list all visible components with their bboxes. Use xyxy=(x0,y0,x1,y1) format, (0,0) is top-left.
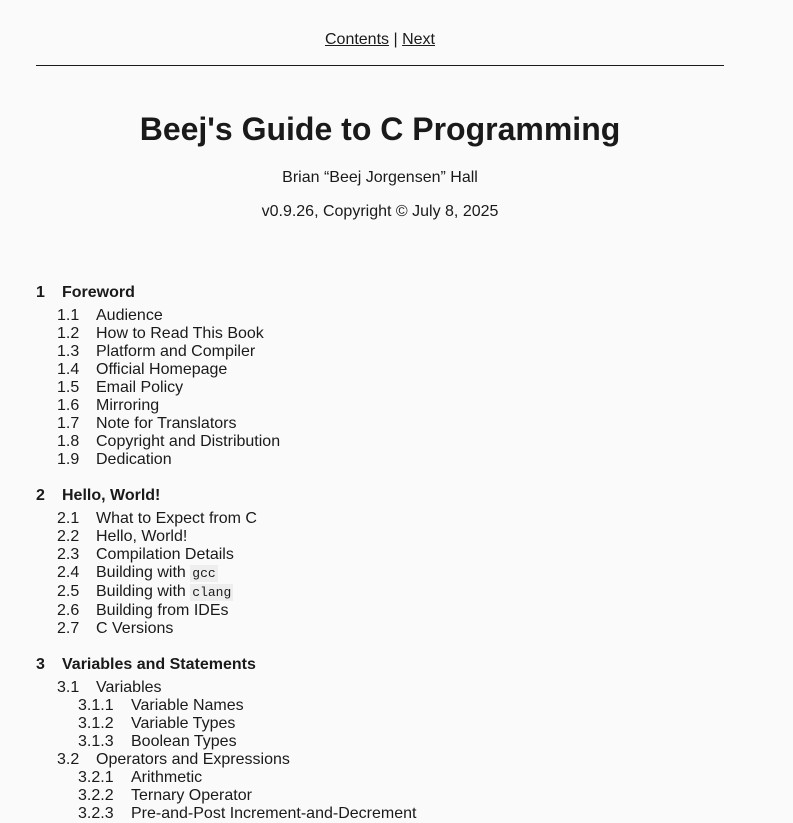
toc-subsection-3-2-1 xyxy=(36,769,756,787)
section-link[interactable]: Copyright and Distribution xyxy=(96,433,281,450)
section-number: 1.1 xyxy=(57,307,80,324)
author-line: Brian “Beej Jorgensen” Hall xyxy=(282,169,478,186)
toc-section-2-1 xyxy=(36,510,756,528)
section-number: 1.3 xyxy=(57,343,80,360)
section-link[interactable]: Email Policy xyxy=(96,379,184,396)
toc-subsection-3-1-3 xyxy=(36,733,756,751)
section-number: 3.1 xyxy=(57,679,80,696)
toc-section-1-7 xyxy=(36,415,756,433)
subsection-number: 3.2.1 xyxy=(78,769,114,786)
contents-link[interactable]: Contents xyxy=(324,31,390,48)
section-number: 2.1 xyxy=(57,510,80,527)
subsection-number: 3.2.2 xyxy=(78,787,114,804)
toc-section-1-2 xyxy=(36,325,756,343)
subsection-link[interactable]: Arithmetic xyxy=(131,769,203,786)
chapter-number: 2 xyxy=(36,487,45,504)
section-number: 1.4 xyxy=(57,361,80,378)
version-line: v0.9.26, Copyright © July 8, 2025 xyxy=(261,203,499,220)
top-navigation xyxy=(36,30,724,50)
section-link[interactable] xyxy=(96,564,218,581)
section-link[interactable] xyxy=(96,583,233,600)
code-snippet: gcc xyxy=(192,566,216,581)
section-link[interactable]: Official Homepage xyxy=(96,361,228,378)
code-snippet: clang xyxy=(192,585,232,600)
toc-section-1-9 xyxy=(36,451,756,469)
chapter-link-hello-world[interactable]: Hello, World! xyxy=(62,487,161,504)
section-number: 2.6 xyxy=(57,602,80,619)
section-number: 1.8 xyxy=(57,433,80,450)
toc-subsection-3-1-2 xyxy=(36,715,756,733)
toc-subsection-3-2-3 xyxy=(36,805,756,823)
toc-section-1-1 xyxy=(36,307,756,325)
toc-section-1-8 xyxy=(36,433,756,451)
subsection-number: 3.1.2 xyxy=(78,715,114,732)
table-of-contents xyxy=(36,284,756,823)
section-link[interactable]: Hello, World! xyxy=(96,528,188,545)
toc-section-1-6 xyxy=(36,397,756,415)
subsection-link[interactable]: Variable Types xyxy=(131,715,236,732)
chapter-number: 1 xyxy=(36,284,45,301)
section-link[interactable]: Operators and Expressions xyxy=(96,751,290,768)
section-link[interactable]: How to Read This Book xyxy=(96,325,264,342)
toc-chapter-3 xyxy=(36,656,756,823)
section-link[interactable]: Note for Translators xyxy=(96,415,237,432)
section-link-text: Building with xyxy=(96,564,186,581)
toc-section-1-3 xyxy=(36,343,756,361)
section-number: 1.2 xyxy=(57,325,80,342)
section-link[interactable]: Mirroring xyxy=(96,397,160,414)
toc-section-2-6 xyxy=(36,602,756,620)
subsection-number: 3.2.3 xyxy=(78,805,114,822)
toc-subsection-3-1-1 xyxy=(36,697,756,715)
toc-section-1-4 xyxy=(36,361,756,379)
section-link-text: Building with xyxy=(96,583,186,600)
subsection-link[interactable]: Pre-and-Post Increment-and-Decrement xyxy=(131,805,417,822)
toc-section-2-2 xyxy=(36,528,756,546)
chapter-link-variables-and-statements[interactable]: Variables and Statements xyxy=(62,656,256,673)
subsection-link[interactable]: Variable Names xyxy=(131,697,244,714)
section-number: 2.2 xyxy=(57,528,80,545)
toc-section-1-5 xyxy=(36,379,756,397)
toc-section-2-4 xyxy=(36,564,756,583)
section-link[interactable]: Variables xyxy=(96,679,162,696)
chapter-link-foreword[interactable]: Foreword xyxy=(62,284,135,301)
horizontal-rule xyxy=(36,65,724,66)
toc-section-2-3 xyxy=(36,546,756,564)
toc-section-3-2 xyxy=(36,751,756,769)
toc-chapter-heading xyxy=(36,656,756,674)
section-link[interactable]: Platform and Compiler xyxy=(96,343,256,360)
section-number: 2.3 xyxy=(57,546,80,563)
subsection-link[interactable]: Boolean Types xyxy=(131,733,237,750)
toc-section-3-1 xyxy=(36,679,756,697)
toc-chapter-2 xyxy=(36,487,756,638)
chapter-number: 3 xyxy=(36,656,45,673)
section-number: 2.7 xyxy=(57,620,80,637)
section-link[interactable]: Audience xyxy=(96,307,163,324)
section-link[interactable]: Compilation Details xyxy=(96,546,234,563)
toc-chapter-heading xyxy=(36,284,756,302)
subsection-number: 3.1.3 xyxy=(78,733,114,750)
toc-section-2-5 xyxy=(36,583,756,602)
section-number: 1.9 xyxy=(57,451,80,468)
section-link[interactable]: C Versions xyxy=(96,620,174,637)
subsection-number: 3.1.1 xyxy=(78,697,114,714)
toc-chapter-heading xyxy=(36,487,756,505)
page-title: Beej's Guide to C Programming xyxy=(139,111,621,147)
section-number: 1.5 xyxy=(57,379,80,396)
section-number: 1.7 xyxy=(57,415,80,432)
nav-separator: | xyxy=(393,31,398,48)
section-link[interactable]: Building from IDEs xyxy=(96,602,229,619)
toc-chapter-1 xyxy=(36,284,756,469)
toc-subsection-3-2-2 xyxy=(36,787,756,805)
toc-section-2-7 xyxy=(36,620,756,638)
subsection-link[interactable]: Ternary Operator xyxy=(131,787,252,804)
section-number: 2.5 xyxy=(57,583,80,600)
section-number: 2.4 xyxy=(57,564,80,581)
section-number: 3.2 xyxy=(57,751,80,768)
next-link[interactable]: Next xyxy=(402,31,435,48)
section-number: 1.6 xyxy=(57,397,80,414)
section-link[interactable]: What to Expect from C xyxy=(96,510,257,527)
section-link[interactable]: Dedication xyxy=(96,451,172,468)
